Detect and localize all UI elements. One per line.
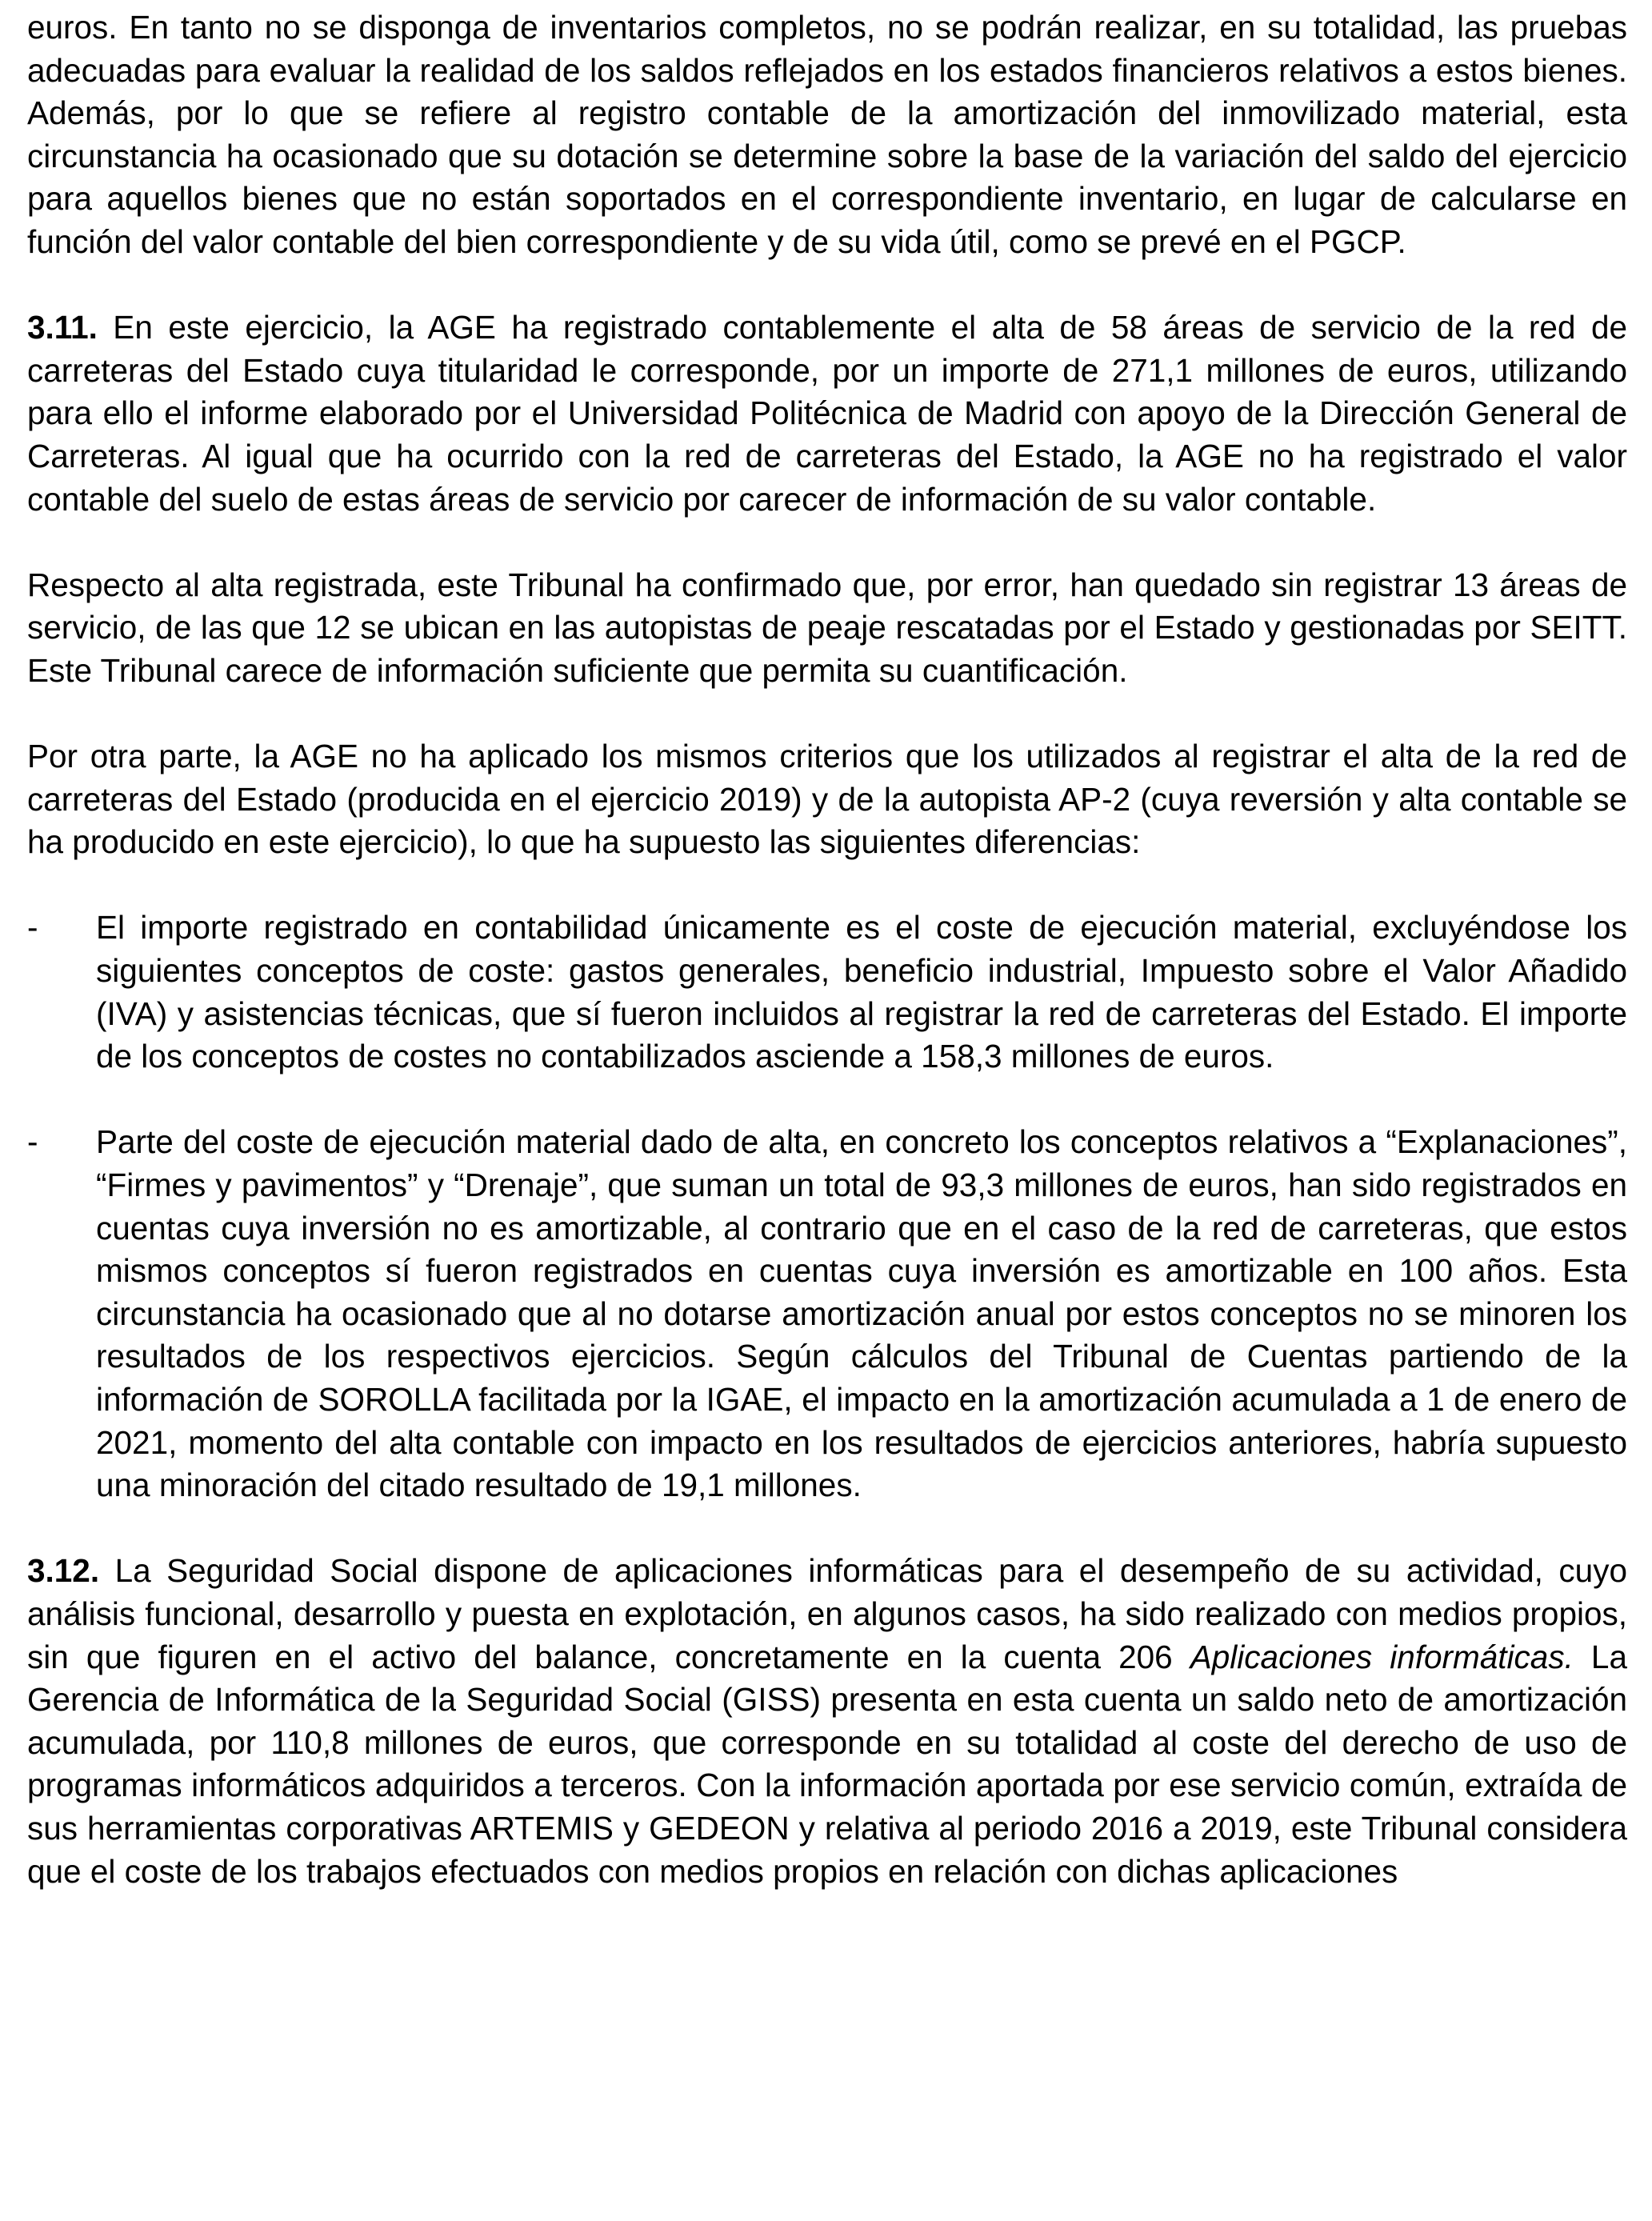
list-item-cost-concepts [27, 906, 1627, 1078]
list-dash: - [27, 909, 38, 946]
list-dash: - [27, 1123, 38, 1161]
section-number-3-12: 3.12. [27, 1552, 100, 1590]
paragraph-3-12-text-b: La Gerencia de Informática de la Seguridad Social (GISS) presenta en esta cuenta un saldo neto de amortización acumulada, por 110,8 millones de euros, que corresponde en su totalidad al coste del derecho de uso de programas informáticos adquiridos a terceros. Con la información aportada por ese servicio común, extraída de sus herramientas corporativas ARTEMIS y GEDEON y relativa al periodo 2016 a 2019, este Tribunal considera que el coste de los trabajos efectuados con medios propios en relación con dichas aplicaciones [27, 1638, 1627, 1890]
paragraph-3-11 [27, 306, 1627, 521]
paragraph-inventory-continuation: euros. En tanto no se disponga de inventarios completos, no se podrán realizar, en su totalidad, las pruebas adecuadas para evaluar la realidad de los saldos reflejados en los estados financieros relativos a estos bienes. Además, por lo que se refiere al registro contable de la amortización del inmovilizado material, esta circunstancia ha ocasionado que su dotación se determine sobre la base de la variación del saldo del ejercicio para aquellos bienes que no están soportados en el correspondiente inventario, en lugar de calcularse en función del valor contable del bien correspondiente y de su vida útil, como se prevé en el PGCP. [27, 9, 1627, 260]
paragraph-3-11-text: En este ejercicio, la AGE ha registrado contablemente el alta de 58 áreas de servicio de la red de carreteras del Estado cuya titularidad le corresponde, por un importe de 271,1 millones de euros, utilizando para ello el informe elaborado por el Universidad Politécnica de Madrid con apoyo de la Dirección General de Carreteras. Al igual que ha ocurrido con la red de carreteras del Estado, la AGE no ha registrado el valor contable del suelo de estas áreas de servicio por carecer de información de su valor contable. [27, 309, 1627, 518]
paragraph-unregistered-areas: Respecto al alta registrada, este Tribunal ha confirmado que, por error, han quedado sin registrar 13 áreas de servicio, de las que 12 se ubican en las autopistas de peaje rescatadas por el Estado y gestionadas por SEITT. Este Tribunal carece de información suficiente que permita su cuantificación. [27, 566, 1627, 689]
list-item-amortization [27, 1121, 1627, 1507]
list-item-text: El importe registrado en contabilidad únicamente es el coste de ejecución material, excluyéndose los siguientes conceptos de coste: gastos generales, beneficio industrial, Impuesto sobre el Valor Añadido (IVA) y asistencias técnicas, que sí fueron incluidos al registrar la red de carreteras del Estado. El importe de los conceptos de costes no contabilizados asciende a 158,3 millones de euros. [96, 909, 1627, 1075]
paragraph-criteria-differences: Por otra parte, la AGE no ha aplicado los mismos criterios que los utilizados al registrar el alta de la red de carreteras del Estado (producida en el ejercicio 2019) y de la autopista AP-2 (cuya reversión y alta contable se ha producido en este ejercicio), lo que ha supuesto las siguientes diferencias: [27, 738, 1627, 861]
list-item-text: Parte del coste de ejecución material dado de alta, en concreto los conceptos relativos a “Explanaciones”, “Firmes y pavimentos” y “Drenaje”, que suman un total de 93,3 millones de euros, han sido registrados en cuentas cuya inversión no es amortizable, al contrario que en el caso de la red de carreteras, que estos mismos conceptos sí fueron registrados en cuentas cuya inversión es amortizable en 100 años. Esta circunstancia ha ocasionado que al no dotarse amortización anual por estos conceptos no se minoren los resultados de los respectivos ejercicios. Según cálculos del Tribunal de Cuentas partiendo de la información de SOROLLA facilitada por la IGAE, el impacto en la amortización acumulada a 1 de enero de 2021, momento del alta contable con impacto en los resultados de ejercicios anteriores, habría supuesto una minoración del citado resultado de 19,1 millones. [96, 1123, 1627, 1504]
paragraph-3-12 [27, 1550, 1627, 1893]
document-page [27, 6, 1627, 1936]
paragraph-3-12-text-a: La Seguridad Social dispone de aplicaciones informáticas para el desempeño de su actividad, cuyo análisis funcional, desarrollo y puesta en explotación, en algunos casos, ha sido realizado con medios propios, sin que figuren en el activo del balance, concretamente en la cuenta 206 [27, 1552, 1627, 1675]
section-number-3-11: 3.11. [27, 309, 98, 346]
account-name-italic: Aplicaciones informáticas. [1190, 1638, 1574, 1675]
